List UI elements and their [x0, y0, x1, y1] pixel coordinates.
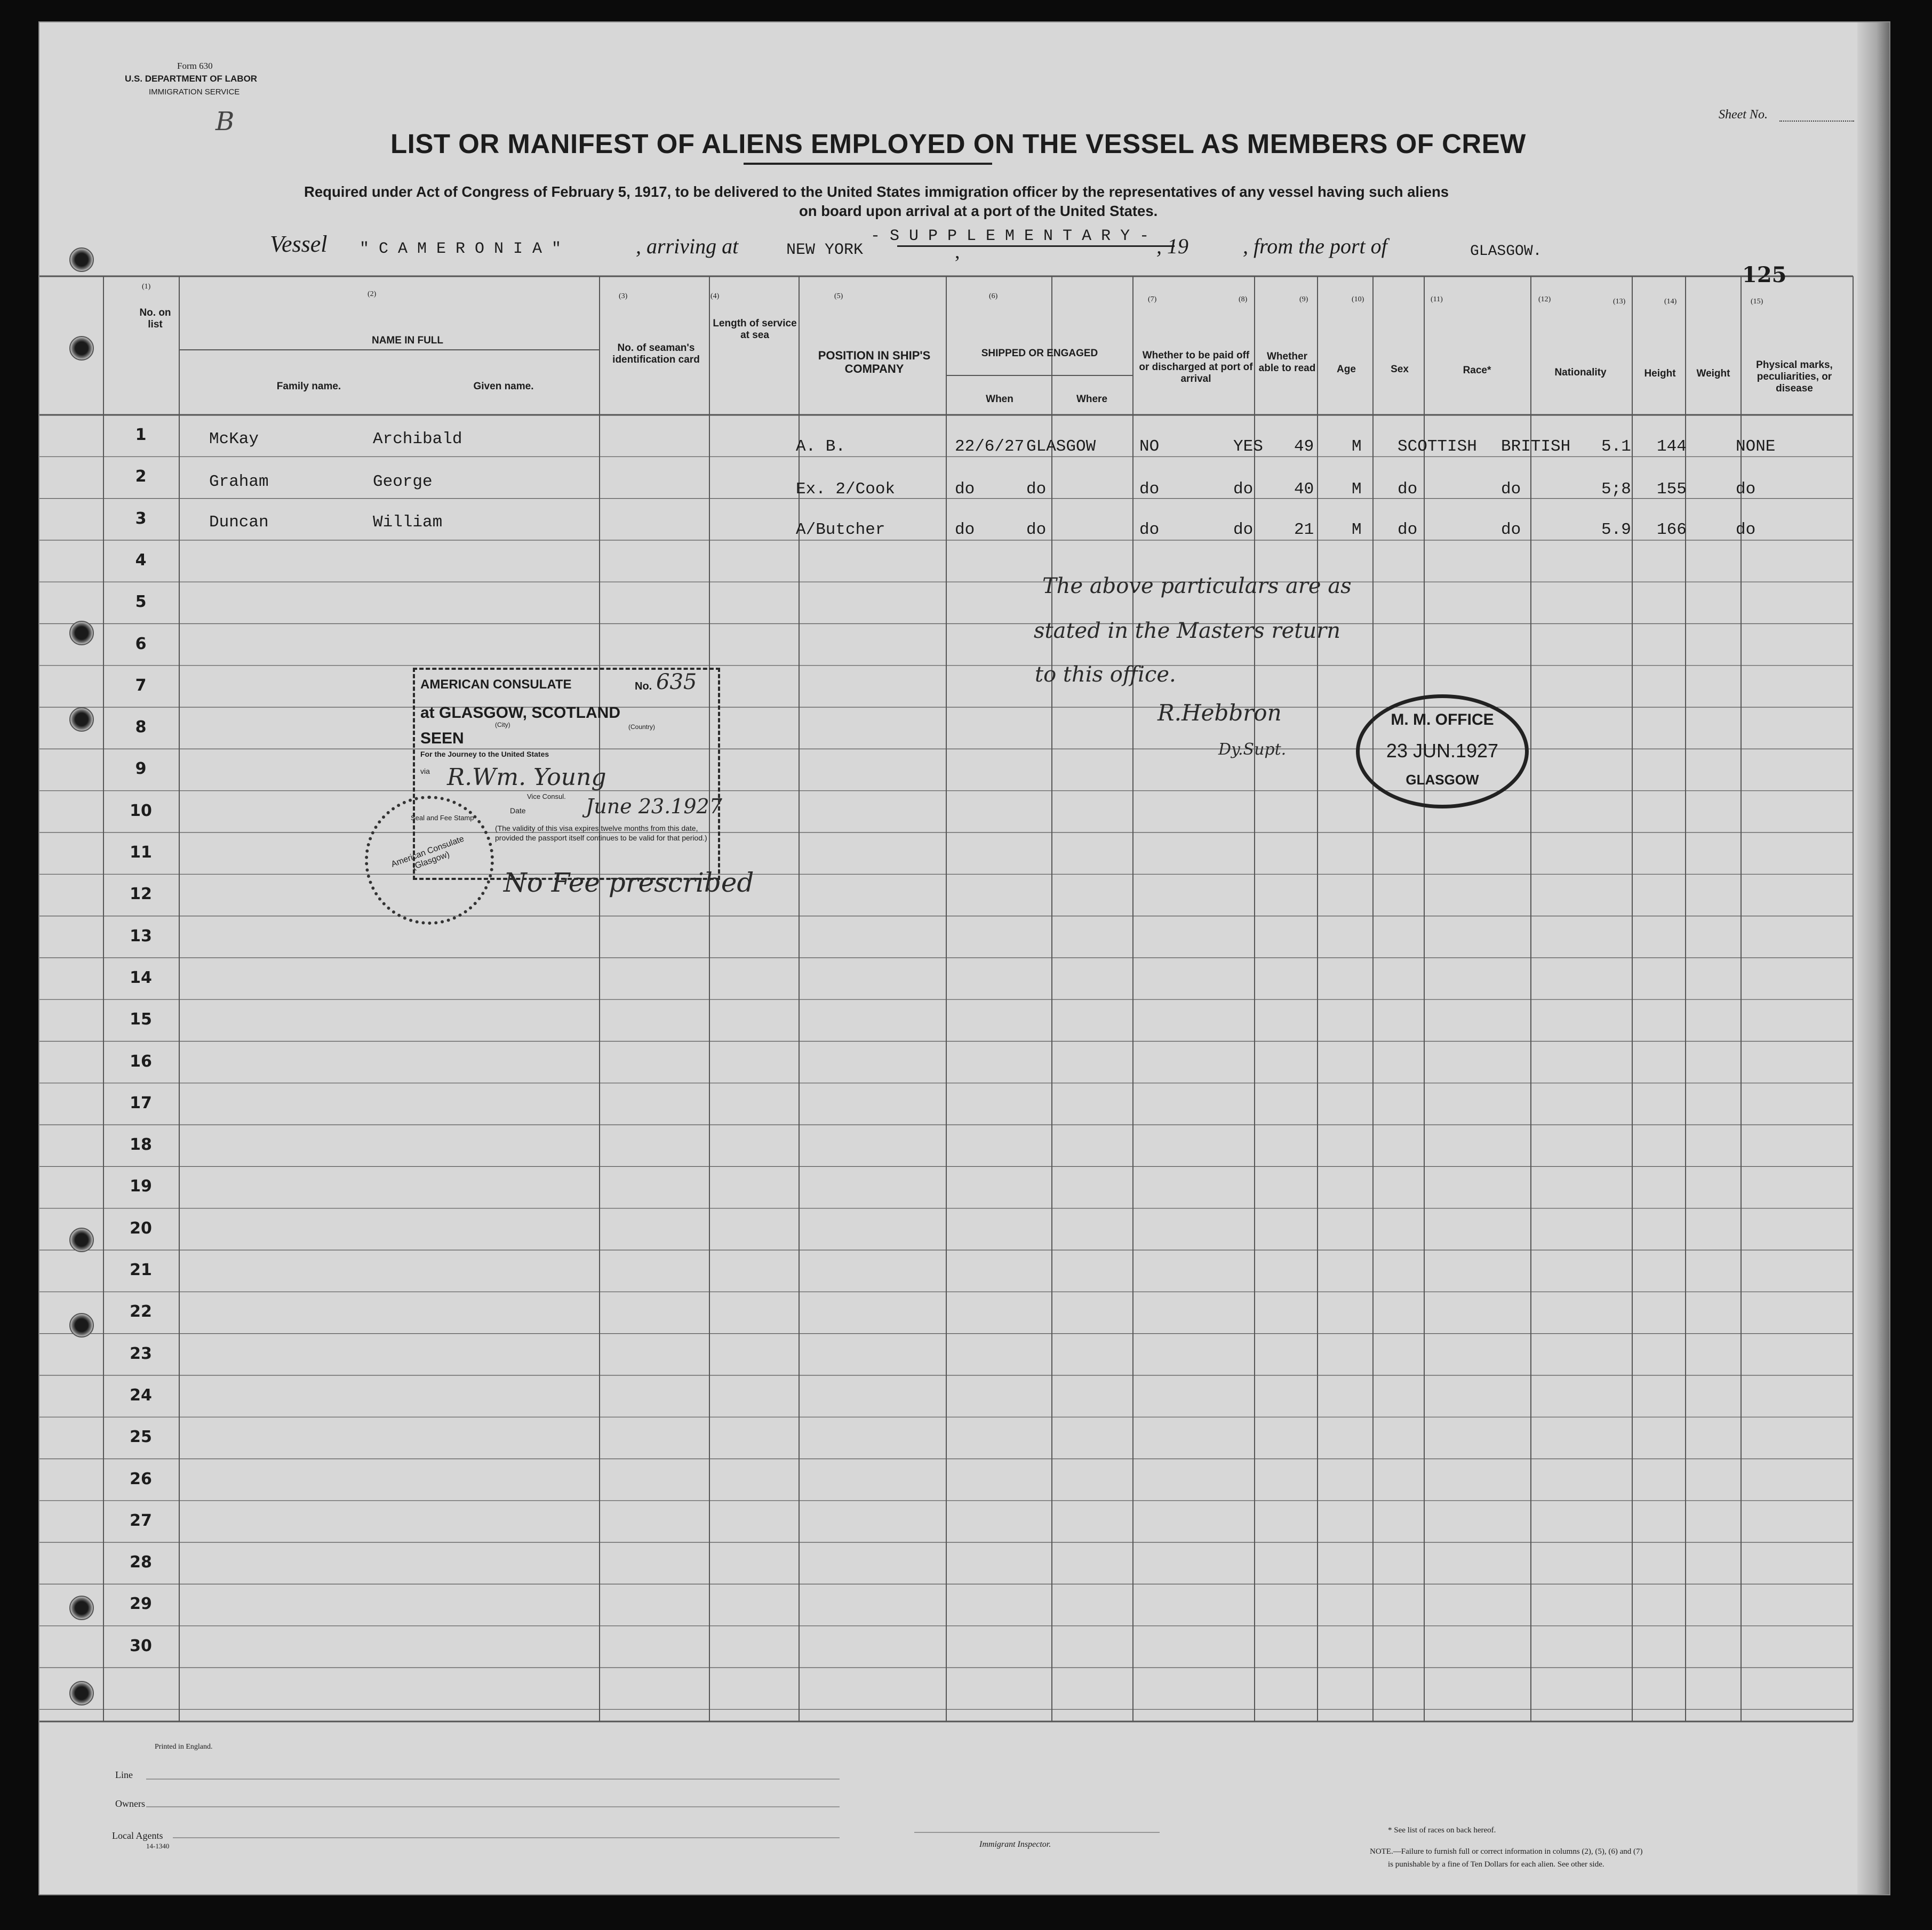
col-position: POSITION IN SHIP'S COMPANY	[818, 349, 931, 375]
date-comma: ,	[955, 241, 960, 263]
row-number: 29	[130, 1595, 152, 1614]
row-number: 26	[130, 1469, 152, 1488]
row-number: 13	[130, 926, 152, 946]
given-name-cell: Archibald	[373, 430, 462, 449]
service: IMMIGRATION SERVICE	[149, 87, 240, 97]
col-race: Race*	[1463, 365, 1491, 376]
row-number: 24	[130, 1386, 152, 1405]
punch-hole	[69, 336, 94, 361]
col-7-number: (7)	[1148, 295, 1157, 303]
row-number: 10	[130, 801, 152, 820]
physical-marks-cell: NONE	[1736, 437, 1776, 456]
col-able-to-read: Whether able to read	[1258, 351, 1316, 374]
handwritten-mark: B	[215, 107, 235, 137]
race-cell: do	[1398, 520, 1418, 539]
consulate-title: AMERICAN CONSULATE	[420, 677, 572, 692]
row-number: 17	[130, 1093, 152, 1112]
col-seaman-id: No. of seaman's identification card	[612, 342, 700, 365]
age-cell: 40	[1294, 480, 1314, 499]
department: U.S. DEPARTMENT OF LABOR	[125, 74, 258, 84]
col-shipped-when: When	[986, 394, 1013, 405]
consulate-seal	[365, 796, 494, 925]
footer-owners-label: Owners	[115, 1798, 145, 1809]
col-nationality: Nationality	[1554, 367, 1607, 378]
col-8-number: (8)	[1239, 295, 1248, 303]
age-cell: 21	[1294, 520, 1314, 539]
footer-code: 14-1340	[146, 1842, 170, 1850]
manifest-sheet	[38, 21, 1890, 1895]
col-given-name: Given name.	[473, 381, 534, 392]
col-11-number: (11)	[1431, 295, 1443, 303]
consulate-no-label: No.	[635, 680, 652, 692]
consulate-validity: (The validity of this visa expires twelve months from this date, provided the passport itself continues to be valid for that period.)	[495, 824, 707, 842]
row-number: 27	[130, 1511, 152, 1530]
position-cell: Ex. 2/Cook	[796, 480, 896, 499]
page-title: LIST OR MANIFEST OF ALIENS EMPLOYED ON THE VESSEL AS MEMBERS OF CREW	[390, 129, 1526, 159]
ruled-grid	[39, 22, 1889, 1894]
col-height: Height	[1644, 368, 1676, 379]
col-4-number: (4)	[710, 292, 720, 300]
printed-in: Printed in England.	[155, 1743, 213, 1751]
row-number: 2	[135, 467, 147, 486]
col-physical-marks: Physical marks, peculiarities, or disease	[1756, 359, 1833, 394]
note-signature: R.Hebbron	[1157, 700, 1282, 726]
row-number: 7	[135, 676, 147, 695]
shipped-when-cell: 22/6/27	[955, 437, 1025, 456]
col-15-number: (15)	[1751, 298, 1763, 306]
from-port: GLASGOW.	[1470, 243, 1542, 260]
sheet-number-blank	[1779, 121, 1854, 122]
family-name-cell: Graham	[209, 473, 269, 491]
row-number: 21	[130, 1261, 152, 1279]
punch-hole	[69, 1228, 94, 1252]
given-name-cell: William	[373, 513, 443, 532]
race-footnote: * See list of races on back hereof.	[1388, 1826, 1496, 1835]
consulate-location: at GLASGOW, SCOTLAND	[420, 704, 620, 722]
row-number: 3	[135, 509, 147, 528]
col-3-number: (3)	[619, 292, 628, 300]
col-length-service: Length of service at sea	[713, 318, 797, 341]
col-12-number: (12)	[1538, 295, 1551, 303]
col-sex: Sex	[1391, 364, 1409, 375]
row-number: 6	[135, 634, 147, 653]
row-number: 15	[130, 1010, 152, 1029]
nationality-cell: BRITISH	[1501, 437, 1571, 456]
col-2-number: (2)	[368, 290, 377, 298]
row-number: 25	[130, 1428, 152, 1447]
row-number: 8	[135, 718, 147, 737]
consulate-country-caption: (Country)	[628, 723, 656, 731]
no-fee-note: No Fee prescribed	[504, 867, 754, 898]
able-to-read-cell: do	[1233, 480, 1254, 499]
col-6-number: (6)	[989, 292, 998, 300]
mm-office-top: M. M. OFFICE	[1391, 711, 1494, 728]
page-number: 125	[1742, 262, 1787, 287]
punch-hole	[69, 1596, 94, 1620]
mm-office-date: 23 JUN.1927	[1386, 740, 1499, 762]
nationality-cell: do	[1501, 480, 1521, 499]
given-name-cell: George	[373, 473, 433, 491]
shipped-where-cell: GLASGOW	[1026, 437, 1096, 456]
col-shipped-engaged: SHIPPED OR ENGAGED	[981, 348, 1098, 359]
note-line-1: The above particulars are as	[1042, 574, 1352, 598]
sex-cell: M	[1352, 480, 1362, 499]
row-number: 4	[135, 550, 147, 570]
family-name-cell: McKay	[209, 430, 259, 449]
col-5-number: (5)	[834, 292, 843, 300]
consulate-seen: SEEN	[420, 730, 464, 747]
able-to-read-cell: YES	[1233, 437, 1263, 456]
consulate-date-value: June 23.1927	[586, 795, 722, 818]
row-number: 11	[130, 843, 152, 862]
able-to-read-cell: do	[1233, 520, 1254, 539]
footer-agents-label: Local Agents	[112, 1830, 163, 1841]
punch-hole	[69, 707, 94, 732]
col-13-number: (13)	[1613, 298, 1626, 306]
shipped-when-cell: do	[955, 480, 975, 499]
supplementary-underline	[897, 245, 1175, 247]
row-number: 23	[130, 1344, 152, 1363]
sex-cell: M	[1352, 437, 1362, 456]
weight-cell: 144	[1657, 437, 1687, 456]
penalty-note-1: NOTE.—Failure to furnish full or correct information in columns (2), (5), (6) and (7)	[1370, 1847, 1643, 1856]
race-cell: do	[1398, 480, 1418, 499]
sheet-number-label: Sheet No.	[1719, 108, 1768, 122]
position-cell: A/Butcher	[796, 520, 885, 539]
paid-off-cell: do	[1139, 520, 1160, 539]
subtitle-line-2: on board upon arrival at a port of the United States.	[799, 203, 1158, 219]
age-cell: 49	[1294, 437, 1314, 456]
row-number: 5	[135, 592, 147, 612]
col-9-number: (9)	[1299, 295, 1308, 303]
consulate-seal-label: Seal and Fee Stamp	[411, 814, 474, 822]
arriving-label: , arriving at	[636, 234, 739, 258]
punch-hole	[69, 1313, 94, 1338]
paid-off-cell: do	[1139, 480, 1160, 499]
col-family-name: Family name.	[276, 381, 341, 392]
year-label: , 19	[1156, 234, 1188, 258]
row-number: 28	[130, 1553, 152, 1572]
col-shipped-where: Where	[1076, 394, 1108, 405]
row-number: 22	[130, 1302, 152, 1322]
immigrant-inspector-label: Immigrant Inspector.	[979, 1840, 1051, 1849]
weight-cell: 166	[1657, 520, 1687, 539]
row-number: 30	[130, 1636, 152, 1655]
consulate-date-label: Date	[510, 806, 526, 815]
physical-marks-cell: do	[1736, 520, 1756, 539]
consulate-seal-ring: American Consulate (Glasgow)	[390, 834, 466, 872]
from-port-label: , from the port of	[1243, 234, 1387, 258]
family-name-cell: Duncan	[209, 513, 269, 532]
note-line-3: to this office.	[1035, 662, 1176, 687]
col-14-number: (14)	[1664, 298, 1677, 306]
height-cell: 5;8	[1601, 480, 1631, 499]
consulate-city-caption: (City)	[495, 721, 510, 728]
consulate-no-value: 635	[656, 670, 697, 694]
supplementary-mark: - S U P P L E M E N T A R Y -	[871, 227, 1149, 245]
footer-line-label: Line	[115, 1769, 133, 1780]
mm-office-bottom: GLASGOW	[1406, 772, 1479, 788]
height-cell: 5.9	[1601, 520, 1631, 539]
punch-hole	[69, 1681, 94, 1705]
col-1-number: (1)	[142, 283, 151, 291]
row-number: 19	[130, 1177, 152, 1196]
row-number: 12	[130, 885, 152, 904]
consulate-vice-consul: Vice Consul.	[527, 792, 566, 800]
position-cell: A. B.	[796, 437, 846, 456]
subtitle-line-1: Required under Act of Congress of February 5, 1917, to be delivered to the United States immigration officer by the representatives of any vessel having such aliens	[304, 183, 1449, 200]
col-10-number: (10)	[1352, 295, 1364, 303]
height-cell: 5.1	[1601, 437, 1631, 456]
consulate-via: via	[420, 767, 430, 775]
row-number: 20	[130, 1219, 152, 1238]
arrival-port: NEW YORK	[786, 241, 864, 259]
consulate-journey: For the Journey to the United States	[420, 750, 549, 758]
consulate-signature: R.Wm. Young	[447, 764, 606, 791]
shipped-where-cell: do	[1026, 480, 1047, 499]
penalty-note-2: is punishable by a fine of Ten Dollars for each alien. See other side.	[1388, 1860, 1604, 1869]
title-underline	[744, 163, 992, 165]
physical-marks-cell: do	[1736, 480, 1756, 499]
nationality-cell: do	[1501, 520, 1521, 539]
vessel-name: " C A M E R O N I A "	[360, 240, 562, 258]
col-weight: Weight	[1696, 368, 1730, 379]
col-no-on-list: No. on list	[139, 307, 171, 330]
note-signer-title: Dy.Supt.	[1218, 740, 1287, 759]
row-number: 14	[130, 968, 152, 987]
row-number: 1	[135, 426, 147, 444]
sex-cell: M	[1352, 520, 1362, 539]
shipped-where-cell: do	[1026, 520, 1047, 539]
vessel-label: Vessel	[270, 231, 328, 257]
weight-cell: 155	[1657, 480, 1687, 499]
shipped-when-cell: do	[955, 520, 975, 539]
punch-hole	[69, 621, 94, 645]
form-number: Form 630	[177, 61, 213, 71]
row-number: 9	[135, 759, 147, 779]
col-age: Age	[1337, 364, 1356, 375]
mm-office-stamp	[1356, 694, 1529, 808]
col-paid-off: Whether to be paid off or discharged at port of arrival	[1139, 350, 1253, 385]
note-line-2: stated in the Masters return	[1034, 619, 1340, 643]
row-number: 18	[130, 1135, 152, 1155]
row-number: 16	[130, 1052, 152, 1071]
punch-hole	[69, 247, 94, 272]
paid-off-cell: NO	[1139, 437, 1160, 456]
race-cell: SCOTTISH	[1398, 437, 1477, 456]
col-name-in-full: NAME IN FULL	[371, 335, 444, 346]
